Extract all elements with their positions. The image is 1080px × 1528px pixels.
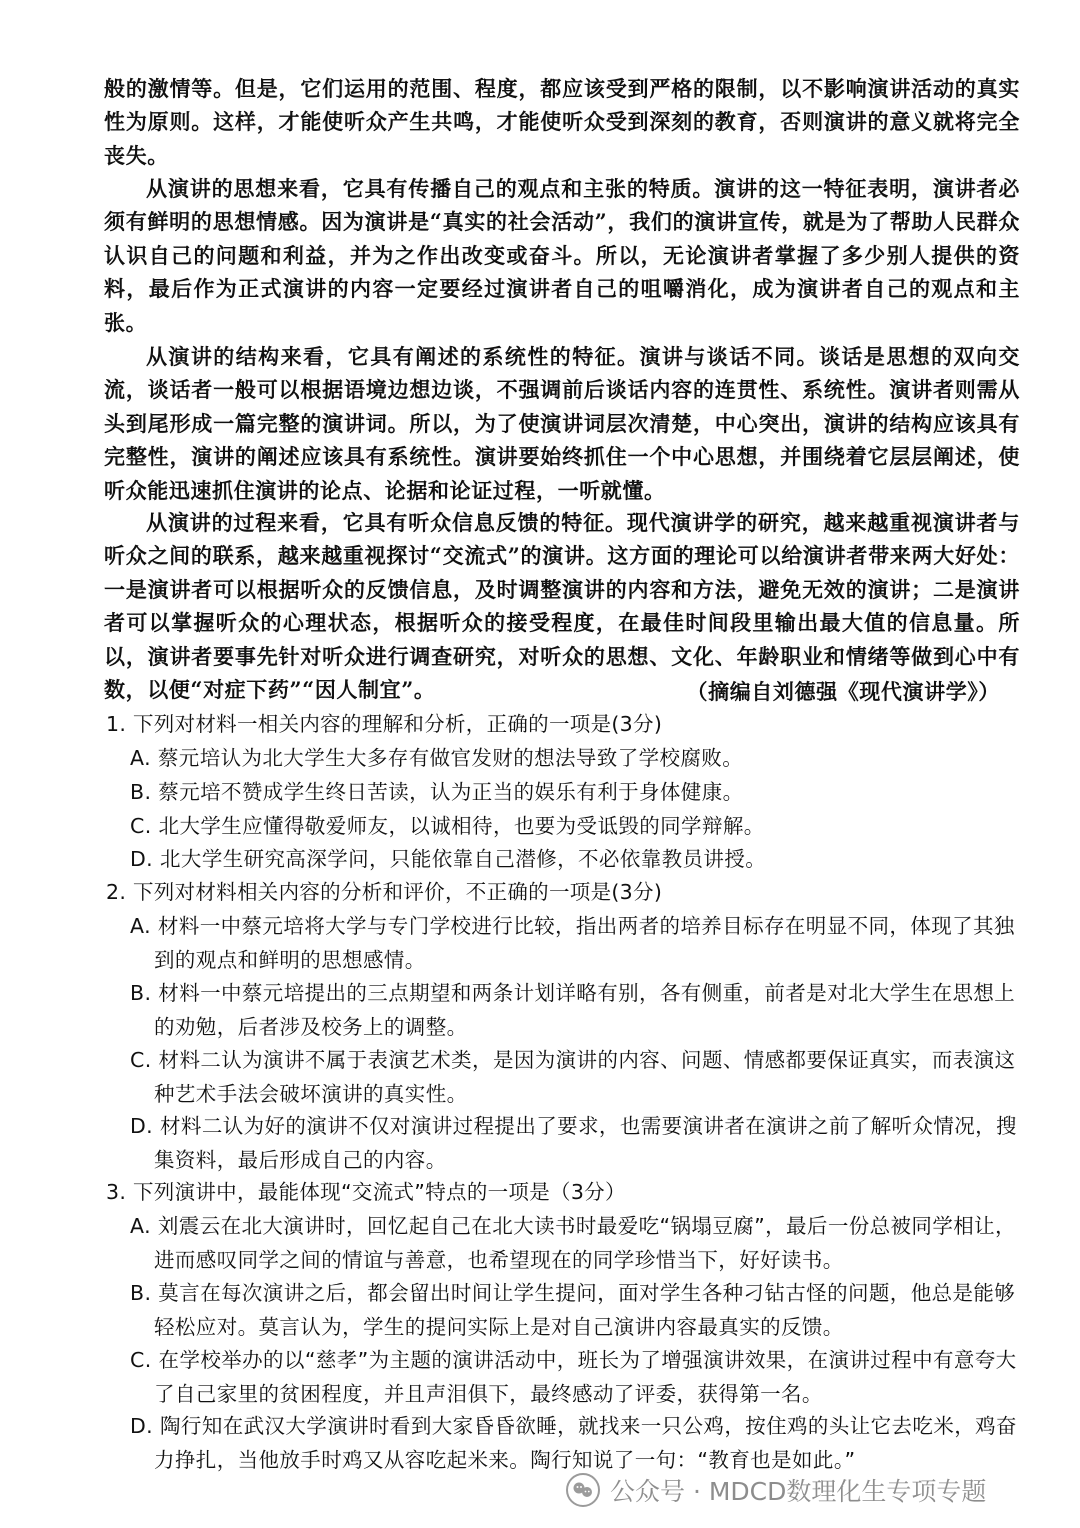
question-3-option-c: C. 在学校举办的以“慈孝”为主题的演讲活动中，班长为了增强演讲效果，在演讲过程中有意夸大了自己家里的贫困程度，并且声泪俱下，最终感动了评委，获得第一名。 <box>130 1348 1017 1406</box>
question-2-option-d: D. 材料二认为好的演讲不仅对演讲过程提出了要求，也需要演讲者在演讲之前了解听众情况，搜集资料，最后形成自己的内容。 <box>130 1114 1017 1172</box>
question-3-option-b: B. 莫言在每次演讲之后，都会留出时间让学生提问，面对学生各种刁钻古怪的问题，他总是能够轻松应对。莫言认为，学生的提问实际上是对自己演讲内容最真实的反馈。 <box>130 1281 1016 1339</box>
question-2-option-b: B. 材料一中蔡元培提出的三点期望和两条计划详略有别，各有侧重，前者是对北大学生在思想上的劝勉，后者涉及校务上的调整。 <box>130 981 1016 1039</box>
question-3-stem: 3. 下列演讲中，最能体现“交流式”特点的一项是（3分） <box>106 1180 626 1204</box>
question-3-option-a: A. 刘震云在北大演讲时，回忆起自己在北大读书时最爱吃“锅塌豆腐”，最后一份总被同学相让，进而感叹同学之间的情谊与善意，也希望现在的同学珍惜当下，好好读书。 <box>130 1214 1016 1272</box>
material-paragraph-structure: 从演讲的结构来看，它具有阐述的系统性的特征。演讲与谈话不同。谈话是思想的双向交流，谈话者一般可以根据语境边想边谈，不强调前后谈话内容的连贯性、系统性。演讲者则需从头到尾形成一篇完整的演讲词。所以，为了使演讲词层次清楚，中心突出，演讲的结构应该具有完整性，演讲的阐述应该具有系统性。演讲要始终抓住一个中心思想，并围绕着它层层阐述，使听众能迅速抓住演讲的论点、论据和论证过程，一听就懂。 <box>104 344 1020 503</box>
watermark <box>566 1470 1080 1510</box>
wechat-official-account-icon <box>566 1473 600 1507</box>
source-citation: （摘编自刘德强《现代演讲学》） <box>686 679 1000 704</box>
watermark-text: 公众号 · MDCD数理化生专项专题 <box>610 1477 987 1506</box>
material-paragraph-thought: 从演讲的思想来看，它具有传播自己的观点和主张的特质。演讲的这一特征表明，演讲者必须有鲜明的思想情感。因为演讲是“真实的社会活动”，我们的演讲宣传，就是为了帮助人民群众认识自己的问题和利益，并为之作出改变或奋斗。所以，无论演讲者掌握了多少别人提供的资料，最后作为正式演讲的内容一定要经过演讲者自己的咀嚼消化，成为演讲者自己的观点和主张。 <box>104 176 1020 335</box>
question-2-option-a: A. 材料一中蔡元培将大学与专门学校进行比较，指出两者的培养目标存在明显不同，体现了其独到的观点和鲜明的思想感情。 <box>130 914 1015 972</box>
question-2-stem: 2. 下列对材料相关内容的分析和评价，不正确的一项是(3分) <box>106 880 663 904</box>
question-1-stem: 1. 下列对材料一相关内容的理解和分析，正确的一项是(3分) <box>106 712 663 736</box>
question-1-option-d: D. 北大学生研究高深学问，只能依靠自己潜修，不必依靠教员讲授。 <box>130 847 767 871</box>
question-1-option-c: C. 北大学生应懂得敬爱师友，以诚相待，也要为受诋毁的同学辩解。 <box>130 814 765 838</box>
material-paragraph-continuation: 般的激情等。但是，它们运用的范围、程度，都应该受到严格的限制，以不影响演讲活动的真实性为原则。这样，才能使听众产生共鸣，才能使听众受到深刻的教育，否则演讲的意义就将完全丧失。 <box>104 76 1020 168</box>
question-1-option-b: B. 蔡元培不赞成学生终日苦读，认为正当的娱乐有利于身体健康。 <box>130 780 744 804</box>
question-1-option-a: A. 蔡元培认为北大学生大多存有做官发财的想法导致了学校腐败。 <box>130 746 744 770</box>
question-2-option-c: C. 材料二认为演讲不属于表演艺术类，是因为演讲的内容、问题、情感都要保证真实，而表演这种艺术手法会破坏演讲的真实性。 <box>130 1048 1016 1106</box>
question-3-option-d: D. 陶行知在武汉大学演讲时看到大家昏昏欲睡，就找来一只公鸡，按住鸡的头让它去吃米，鸡奋力挣扎，当他放手时鸡又从容吃起米来。陶行知说了一句：“教育也是如此。” <box>130 1414 1017 1472</box>
material-paragraph-process: 从演讲的过程来看，它具有听众信息反馈的特征。现代演讲学的研究，越来越重视演讲者与听众之间的联系，越来越重视探讨“交流式”的演讲。这方面的理论可以给演讲者带来两大好处：一是演讲者可以根据听众的反馈信息，及时调整演讲的内容和方法，避免无效的演讲；二是演讲者可以掌握听众的心理状态，根据听众的接受程度，在最佳时间段里输出最大值的信息量。所以，演讲者要事先针对听众进行调查研究，对听众的思想、文化、年龄职业和情绪等做到心中有数，以便“对症下药”“因人制宜”。 <box>104 510 1020 703</box>
